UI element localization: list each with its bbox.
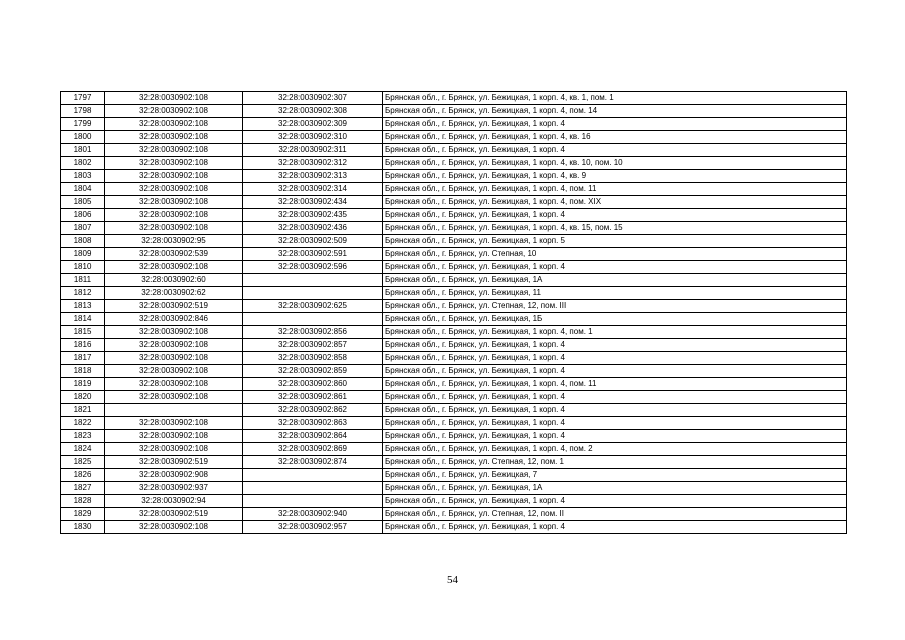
address-cell: Брянская обл., г. Брянск, ул. Бежицкая, 1 корп. 4, пом. 11: [383, 183, 847, 196]
parent-cadastral-number-cell: 32:28:0030902:108: [105, 365, 243, 378]
row-number-cell: 1801: [61, 144, 105, 157]
cadastral-number-cell: 32:28:0030902:509: [243, 235, 383, 248]
address-cell: Брянская обл., г. Брянск, ул. Бежицкая, 1 корп. 4, пом. 14: [383, 105, 847, 118]
row-number-cell: 1809: [61, 248, 105, 261]
address-cell: Брянская обл., г. Брянск, ул. Бежицкая, 1 корп. 4, пом. 1: [383, 326, 847, 339]
table-row: [61, 469, 847, 482]
cadastral-number-cell: 32:28:0030902:874: [243, 456, 383, 469]
cadastral-number-cell: 32:28:0030902:861: [243, 391, 383, 404]
parent-cadastral-number-cell: 32:28:0030902:937: [105, 482, 243, 495]
table-row: [61, 170, 847, 183]
row-number-cell: 1827: [61, 482, 105, 495]
address-cell: Брянская обл., г. Брянск, ул. Бежицкая, 1 корп. 4: [383, 365, 847, 378]
table-row: [61, 521, 847, 534]
table-row: [61, 482, 847, 495]
table-row: [61, 378, 847, 391]
cadastral-number-cell: 32:28:0030902:591: [243, 248, 383, 261]
parent-cadastral-number-cell: 32:28:0030902:108: [105, 378, 243, 391]
cadastral-number-cell: 32:28:0030902:863: [243, 417, 383, 430]
table-row: [61, 248, 847, 261]
parent-cadastral-number-cell: 32:28:0030902:108: [105, 326, 243, 339]
cadastral-number-cell: 32:28:0030902:940: [243, 508, 383, 521]
address-cell: Брянская обл., г. Брянск, ул. Бежицкая, 1 корп. 4: [383, 404, 847, 417]
cadastral-number-cell: [243, 469, 383, 482]
cadastral-number-cell: 32:28:0030902:435: [243, 209, 383, 222]
table-row: [61, 495, 847, 508]
parent-cadastral-number-cell: 32:28:0030902:108: [105, 157, 243, 170]
table-row: [61, 105, 847, 118]
address-cell: Брянская обл., г. Брянск, ул. Бежицкая, 1 корп. 4, кв. 15, пом. 15: [383, 222, 847, 235]
address-cell: Брянская обл., г. Брянск, ул. Степная, 12, пом. 1: [383, 456, 847, 469]
cadastral-number-cell: 32:28:0030902:307: [243, 92, 383, 105]
address-cell: Брянская обл., г. Брянск, ул. Бежицкая, 1 корп. 4: [383, 144, 847, 157]
parent-cadastral-number-cell: 32:28:0030902:108: [105, 118, 243, 131]
parent-cadastral-number-cell: 32:28:0030902:108: [105, 261, 243, 274]
row-number-cell: 1797: [61, 92, 105, 105]
table-row: [61, 365, 847, 378]
table-row: [61, 92, 847, 105]
cadastral-number-cell: 32:28:0030902:957: [243, 521, 383, 534]
parent-cadastral-number-cell: 32:28:0030902:108: [105, 443, 243, 456]
parent-cadastral-number-cell: 32:28:0030902:108: [105, 339, 243, 352]
cadastral-number-cell: 32:28:0030902:436: [243, 222, 383, 235]
row-number-cell: 1818: [61, 365, 105, 378]
parent-cadastral-number-cell: 32:28:0030902:62: [105, 287, 243, 300]
cadastral-number-cell: 32:28:0030902:311: [243, 144, 383, 157]
row-number-cell: 1806: [61, 209, 105, 222]
row-number-cell: 1815: [61, 326, 105, 339]
cadastral-number-cell: 32:28:0030902:859: [243, 365, 383, 378]
row-number-cell: 1822: [61, 417, 105, 430]
row-number-cell: 1830: [61, 521, 105, 534]
row-number-cell: 1826: [61, 469, 105, 482]
table-row: [61, 157, 847, 170]
table-row: [61, 508, 847, 521]
parent-cadastral-number-cell: [105, 404, 243, 417]
row-number-cell: 1810: [61, 261, 105, 274]
parent-cadastral-number-cell: 32:28:0030902:519: [105, 508, 243, 521]
address-cell: Брянская обл., г. Брянск, ул. Бежицкая, 1 корп. 4: [383, 209, 847, 222]
table-row: [61, 235, 847, 248]
row-number-cell: 1820: [61, 391, 105, 404]
address-cell: Брянская обл., г. Брянск, ул. Бежицкая, 7: [383, 469, 847, 482]
row-number-cell: 1803: [61, 170, 105, 183]
cadastral-number-cell: 32:28:0030902:309: [243, 118, 383, 131]
cadastral-number-cell: 32:28:0030902:313: [243, 170, 383, 183]
address-cell: Брянская обл., г. Брянск, ул. Бежицкая, 1 корп. 4, кв. 9: [383, 170, 847, 183]
table-row: [61, 118, 847, 131]
row-number-cell: 1816: [61, 339, 105, 352]
address-cell: Брянская обл., г. Брянск, ул. Степная, 12, пом. III: [383, 300, 847, 313]
parent-cadastral-number-cell: 32:28:0030902:108: [105, 521, 243, 534]
address-cell: Брянская обл., г. Брянск, ул. Бежицкая, 1 корп. 4: [383, 430, 847, 443]
address-cell: Брянская обл., г. Брянск, ул. Бежицкая, 1 корп. 4, пом. 11: [383, 378, 847, 391]
cadastral-number-cell: 32:28:0030902:860: [243, 378, 383, 391]
cadastral-number-cell: 32:28:0030902:862: [243, 404, 383, 417]
cadastral-number-cell: [243, 287, 383, 300]
row-number-cell: 1804: [61, 183, 105, 196]
parent-cadastral-number-cell: 32:28:0030902:539: [105, 248, 243, 261]
row-number-cell: 1813: [61, 300, 105, 313]
table-row: [61, 300, 847, 313]
parent-cadastral-number-cell: 32:28:0030902:108: [105, 183, 243, 196]
parent-cadastral-number-cell: 32:28:0030902:108: [105, 92, 243, 105]
cadastral-number-cell: 32:28:0030902:596: [243, 261, 383, 274]
table-row: [61, 456, 847, 469]
cadastral-number-cell: 32:28:0030902:310: [243, 131, 383, 144]
parent-cadastral-number-cell: 32:28:0030902:108: [105, 352, 243, 365]
parent-cadastral-number-cell: 32:28:0030902:108: [105, 144, 243, 157]
parent-cadastral-number-cell: 32:28:0030902:908: [105, 469, 243, 482]
row-number-cell: 1824: [61, 443, 105, 456]
row-number-cell: 1808: [61, 235, 105, 248]
row-number-cell: 1814: [61, 313, 105, 326]
parent-cadastral-number-cell: 32:28:0030902:108: [105, 430, 243, 443]
parent-cadastral-number-cell: 32:28:0030902:95: [105, 235, 243, 248]
cadastral-number-cell: 32:28:0030902:308: [243, 105, 383, 118]
page-number: 54: [447, 574, 458, 586]
table-row: [61, 222, 847, 235]
address-cell: Брянская обл., г. Брянск, ул. Бежицкая, 1А: [383, 482, 847, 495]
address-cell: Брянская обл., г. Брянск, ул. Бежицкая, 1 корп. 5: [383, 235, 847, 248]
table-row: [61, 209, 847, 222]
address-cell: Брянская обл., г. Брянск, ул. Бежицкая, 1 корп. 4: [383, 391, 847, 404]
parent-cadastral-number-cell: 32:28:0030902:108: [105, 417, 243, 430]
address-cell: Брянская обл., г. Брянск, ул. Бежицкая, 11: [383, 287, 847, 300]
address-cell: Брянская обл., г. Брянск, ул. Бежицкая, 1 корп. 4: [383, 118, 847, 131]
address-cell: Брянская обл., г. Брянск, ул. Бежицкая, 1 корп. 4, пом. XIX: [383, 196, 847, 209]
table-row: [61, 196, 847, 209]
address-cell: Брянская обл., г. Брянск, ул. Бежицкая, 1А: [383, 274, 847, 287]
row-number-cell: 1823: [61, 430, 105, 443]
table-row: [61, 287, 847, 300]
cadastral-number-cell: 32:28:0030902:314: [243, 183, 383, 196]
address-cell: Брянская обл., г. Брянск, ул. Бежицкая, 1 корп. 4: [383, 352, 847, 365]
address-cell: Брянская обл., г. Брянск, ул. Бежицкая, 1 корп. 4, кв. 16: [383, 131, 847, 144]
cadastral-number-cell: 32:28:0030902:858: [243, 352, 383, 365]
parent-cadastral-number-cell: 32:28:0030902:519: [105, 300, 243, 313]
row-number-cell: 1829: [61, 508, 105, 521]
table-row: [61, 352, 847, 365]
parent-cadastral-number-cell: 32:28:0030902:108: [105, 222, 243, 235]
table-row: [61, 274, 847, 287]
cadastral-number-cell: [243, 313, 383, 326]
cadastral-number-cell: 32:28:0030902:434: [243, 196, 383, 209]
cadastral-number-cell: 32:28:0030902:856: [243, 326, 383, 339]
address-cell: Брянская обл., г. Брянск, ул. Бежицкая, 1 корп. 4: [383, 261, 847, 274]
table-row: [61, 443, 847, 456]
parent-cadastral-number-cell: 32:28:0030902:108: [105, 131, 243, 144]
parent-cadastral-number-cell: 32:28:0030902:94: [105, 495, 243, 508]
address-cell: Брянская обл., г. Брянск, ул. Степная, 12, пом. II: [383, 508, 847, 521]
table-row: [61, 404, 847, 417]
cadastral-number-cell: 32:28:0030902:312: [243, 157, 383, 170]
table-row: [61, 430, 847, 443]
table-row: [61, 326, 847, 339]
parent-cadastral-number-cell: 32:28:0030902:108: [105, 209, 243, 222]
table-row: [61, 131, 847, 144]
cadastral-number-cell: [243, 495, 383, 508]
table-row: [61, 391, 847, 404]
row-number-cell: 1799: [61, 118, 105, 131]
parent-cadastral-number-cell: 32:28:0030902:108: [105, 105, 243, 118]
table-row: [61, 183, 847, 196]
row-number-cell: 1798: [61, 105, 105, 118]
cadastral-number-cell: [243, 274, 383, 287]
parent-cadastral-number-cell: 32:28:0030902:519: [105, 456, 243, 469]
table-row: [61, 144, 847, 157]
parent-cadastral-number-cell: 32:28:0030902:108: [105, 170, 243, 183]
cadastral-number-cell: 32:28:0030902:857: [243, 339, 383, 352]
row-number-cell: 1800: [61, 131, 105, 144]
cadastral-number-cell: 32:28:0030902:864: [243, 430, 383, 443]
parent-cadastral-number-cell: 32:28:0030902:60: [105, 274, 243, 287]
table-row: [61, 417, 847, 430]
address-cell: Брянская обл., г. Брянск, ул. Бежицкая, 1 корп. 4: [383, 339, 847, 352]
cadastral-table: [60, 91, 847, 534]
address-cell: Брянская обл., г. Брянск, ул. Степная, 10: [383, 248, 847, 261]
address-cell: Брянская обл., г. Брянск, ул. Бежицкая, 1 корп. 4, кв. 10, пом. 10: [383, 157, 847, 170]
address-cell: Брянская обл., г. Брянск, ул. Бежицкая, 1 корп. 4: [383, 495, 847, 508]
row-number-cell: 1817: [61, 352, 105, 365]
row-number-cell: 1812: [61, 287, 105, 300]
row-number-cell: 1802: [61, 157, 105, 170]
row-number-cell: 1807: [61, 222, 105, 235]
table-row: [61, 339, 847, 352]
address-cell: Брянская обл., г. Брянск, ул. Бежицкая, 1 корп. 4: [383, 521, 847, 534]
parent-cadastral-number-cell: 32:28:0030902:108: [105, 391, 243, 404]
cadastral-number-cell: [243, 482, 383, 495]
address-cell: Брянская обл., г. Брянск, ул. Бежицкая, 1 корп. 4, кв. 1, пом. 1: [383, 92, 847, 105]
row-number-cell: 1805: [61, 196, 105, 209]
cadastral-number-cell: 32:28:0030902:869: [243, 443, 383, 456]
row-number-cell: 1811: [61, 274, 105, 287]
table-row: [61, 313, 847, 326]
address-cell: Брянская обл., г. Брянск, ул. Бежицкая, 1Б: [383, 313, 847, 326]
row-number-cell: 1828: [61, 495, 105, 508]
table-row: [61, 261, 847, 274]
address-cell: Брянская обл., г. Брянск, ул. Бежицкая, 1 корп. 4: [383, 417, 847, 430]
row-number-cell: 1825: [61, 456, 105, 469]
parent-cadastral-number-cell: 32:28:0030902:846: [105, 313, 243, 326]
row-number-cell: 1821: [61, 404, 105, 417]
cadastral-table-body: [61, 92, 847, 534]
row-number-cell: 1819: [61, 378, 105, 391]
address-cell: Брянская обл., г. Брянск, ул. Бежицкая, 1 корп. 4, пом. 2: [383, 443, 847, 456]
cadastral-number-cell: 32:28:0030902:625: [243, 300, 383, 313]
parent-cadastral-number-cell: 32:28:0030902:108: [105, 196, 243, 209]
